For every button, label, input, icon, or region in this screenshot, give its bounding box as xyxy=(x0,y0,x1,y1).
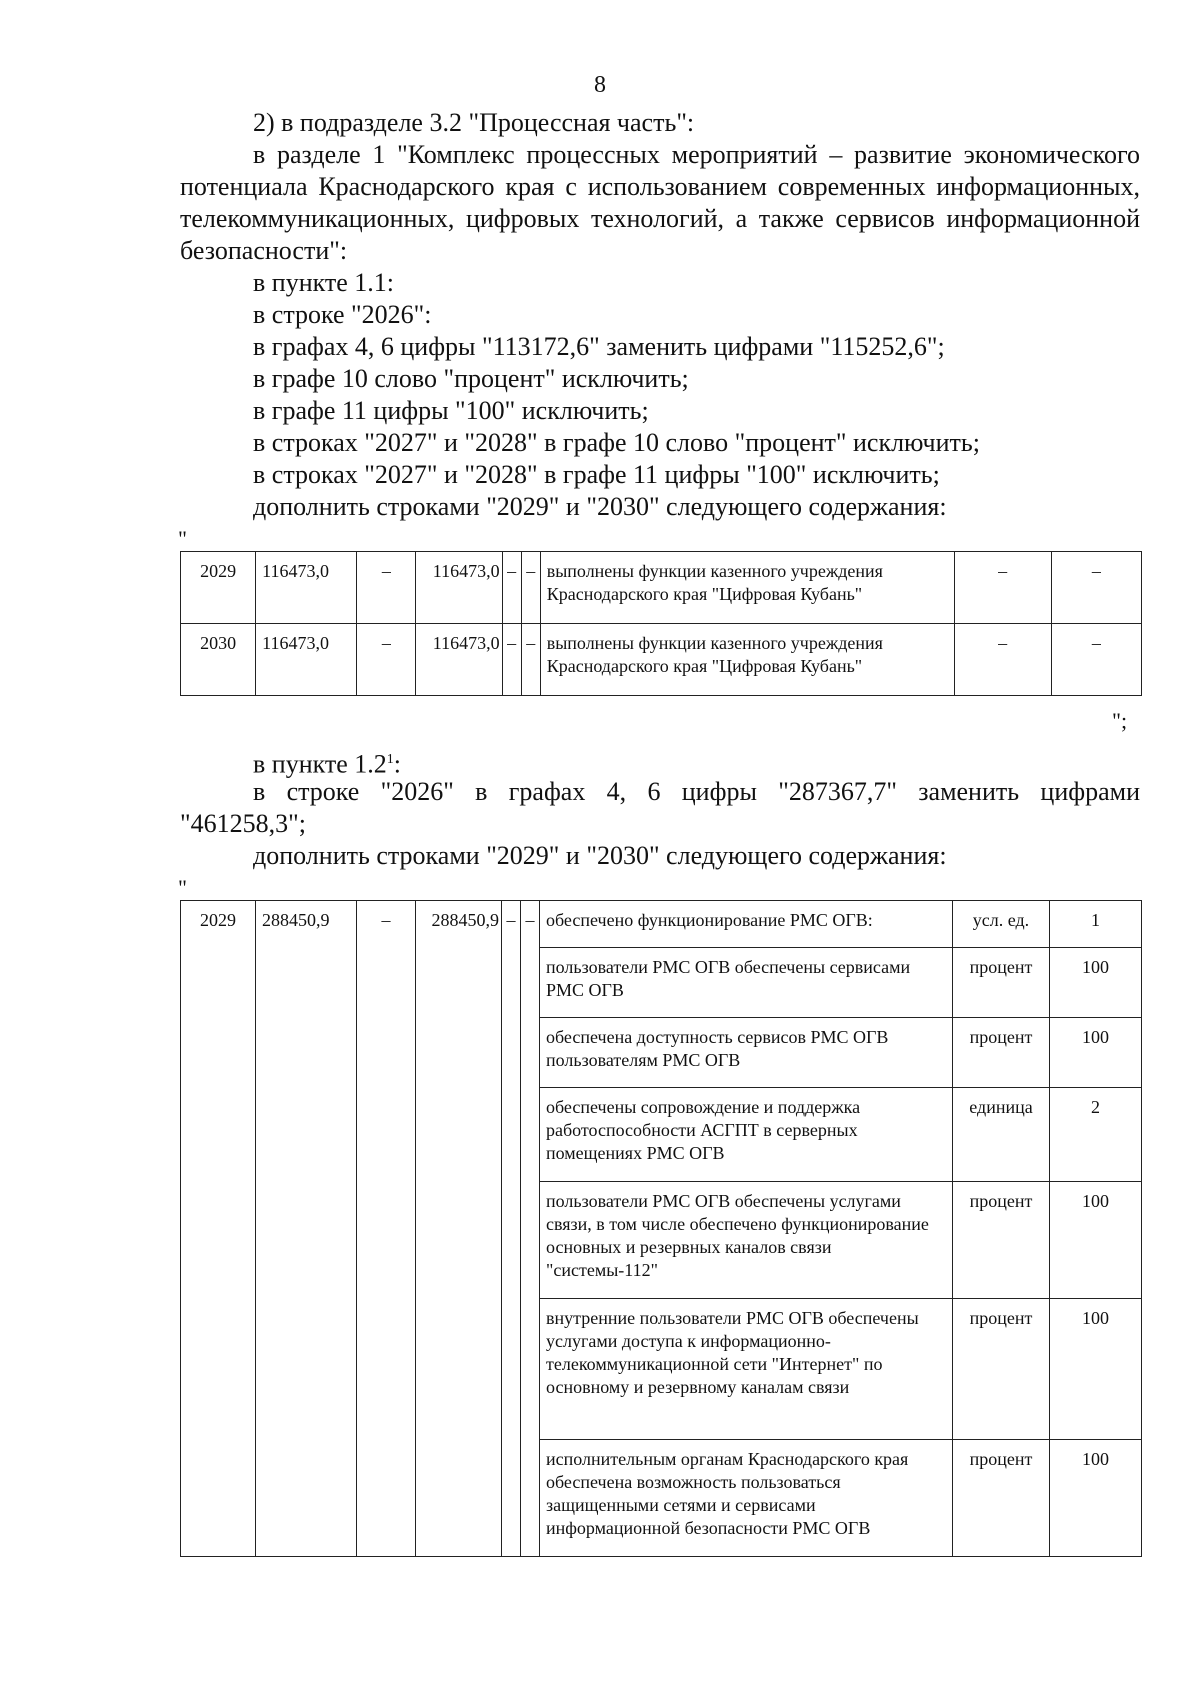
table-row xyxy=(181,624,1142,696)
item-1-2-prefix: в пункте 1.2 xyxy=(253,749,387,779)
subsection-line: 2) в подразделе 3.2 "Процессная часть": xyxy=(253,108,695,137)
dash-cell: – xyxy=(521,901,540,1557)
year-cell: 2029 xyxy=(181,552,256,624)
cols-4-6-line: в графах 4, 6 цифры "113172,6" заменить цифрами "115252,6"; xyxy=(253,332,945,361)
page-number: 8 xyxy=(594,72,606,98)
amendment-table-1 xyxy=(180,551,1142,696)
close-quote-1: "; xyxy=(1112,708,1128,733)
item-1-2-suffix: : xyxy=(393,749,402,779)
table-row xyxy=(181,901,1142,1557)
result-row xyxy=(540,901,1141,947)
result-unit: единица xyxy=(953,1088,1050,1181)
results-cell xyxy=(540,901,1142,1557)
section-paragraph: в разделе 1 "Комплекс процессных мероприятий – развитие экономического потенциала Краснодарского края с использованием современных информационных, телекоммуникационных, цифровых технологий, а также сервисов информационной безопасности": xyxy=(180,140,1140,265)
value-cell: 116473,0 xyxy=(416,624,502,696)
unit-cell: – xyxy=(954,552,1051,624)
result-value: 100 xyxy=(1082,1027,1109,1047)
description-cell: выполнены функции казенного учреждения Краснодарского края "Цифровая Кубань" xyxy=(540,552,954,624)
result-description: пользователи РМС ОГВ обеспечены сервисами РМС ОГВ xyxy=(540,948,953,1017)
item-1-1-line: в пункте 1.1: xyxy=(253,268,395,297)
rows-col-11-line: в строках "2027" и "2028" в графе 11 цифры "100" исключить; xyxy=(253,460,940,489)
amendment-table-2 xyxy=(180,900,1142,1557)
year-cell: 2029 xyxy=(181,901,256,1557)
add-rows-line: дополнить строками "2029" и "2030" следующего содержания: xyxy=(253,492,947,521)
description-cell: выполнены функции казенного учреждения Краснодарского края "Цифровая Кубань" xyxy=(540,624,954,696)
result-description: обеспечена доступность сервисов РМС ОГВ пользователям РМС ОГВ xyxy=(540,1018,953,1087)
result-row xyxy=(540,947,1141,1017)
table-row xyxy=(181,552,1142,624)
dash-cell: – xyxy=(502,624,521,696)
dash-cell: – xyxy=(521,552,540,624)
result-value: 2 xyxy=(1091,1097,1100,1117)
result-description: внутренние пользователи РМС ОГВ обеспечены услугами доступа к информационно-телекоммуникационной сети "Интернет" по основному и резервному каналам связи xyxy=(540,1299,953,1439)
rows-col-10-line: в строках "2027" и "2028" в графе 10 слово "процент" исключить; xyxy=(253,428,980,457)
row-2026-replace-line: в строке "2026" в графах 4, 6 цифры "287367,7" заменить цифрами xyxy=(253,777,1140,806)
result-row xyxy=(540,1017,1141,1087)
result-unit: процент xyxy=(953,1018,1050,1087)
result-unit: процент xyxy=(953,1182,1050,1298)
result-row xyxy=(540,1087,1141,1181)
dash-cell: – xyxy=(502,552,521,624)
value-cell: 116473,0 xyxy=(256,552,357,624)
result-row xyxy=(540,1298,1141,1439)
add-rows-line-2: дополнить строками "2029" и "2030" следующего содержания: xyxy=(253,841,947,870)
value-cell: 288450,9 xyxy=(416,901,502,1557)
result-unit: процент xyxy=(953,1299,1050,1439)
dash-cell: – xyxy=(521,624,540,696)
result-value: 1 xyxy=(1091,910,1100,930)
dash-cell: – xyxy=(357,901,416,1557)
dash-cell: – xyxy=(357,624,416,696)
year-cell: 2030 xyxy=(181,624,256,696)
value-cell: 116473,0 xyxy=(256,624,357,696)
open-quote-1: " xyxy=(178,526,187,551)
result-row xyxy=(540,1439,1141,1556)
result-unit: усл. ед. xyxy=(953,901,1050,947)
result-value: 100 xyxy=(1082,1308,1109,1328)
result-description: исполнительным органам Краснодарского края обеспечена возможность пользоваться защищенными сетями и сервисами информационной безопасности РМС ОГВ xyxy=(540,1440,953,1556)
result-value: 100 xyxy=(1082,1191,1109,1211)
result-value: 100 xyxy=(1082,957,1109,977)
result-value: 100 xyxy=(1082,1449,1109,1469)
value-cell: 288450,9 xyxy=(256,901,357,1557)
item-1-2-superscript: 1 xyxy=(386,752,394,767)
open-quote-2: " xyxy=(178,875,187,900)
result-description: обеспечены сопровождение и поддержка работоспособности АСГПТ в серверных помещениях РМС ОГВ xyxy=(540,1088,953,1181)
dash-cell: – xyxy=(502,901,521,1557)
result-row xyxy=(540,1181,1141,1298)
target-value-cell: – xyxy=(1051,624,1141,696)
value-cell: 116473,0 xyxy=(416,552,502,624)
col-10-line: в графе 10 слово "процент" исключить; xyxy=(253,364,689,393)
result-unit: процент xyxy=(953,948,1050,1017)
unit-cell: – xyxy=(954,624,1051,696)
result-unit: процент xyxy=(953,1440,1050,1556)
target-value-cell: – xyxy=(1051,552,1141,624)
result-description: пользователи РМС ОГВ обеспечены услугами связи, в том числе обеспечено функционирование основных и резервных каналов связи "системы-112" xyxy=(540,1182,953,1298)
row-2026-line: в строке "2026": xyxy=(253,300,432,329)
dash-cell: – xyxy=(357,552,416,624)
col-11-line: в графе 11 цифры "100" исключить; xyxy=(253,396,649,425)
row-2026-replace-line-2: "461258,3"; xyxy=(180,809,306,838)
result-description: обеспечено функционирование РМС ОГВ: xyxy=(540,901,953,947)
